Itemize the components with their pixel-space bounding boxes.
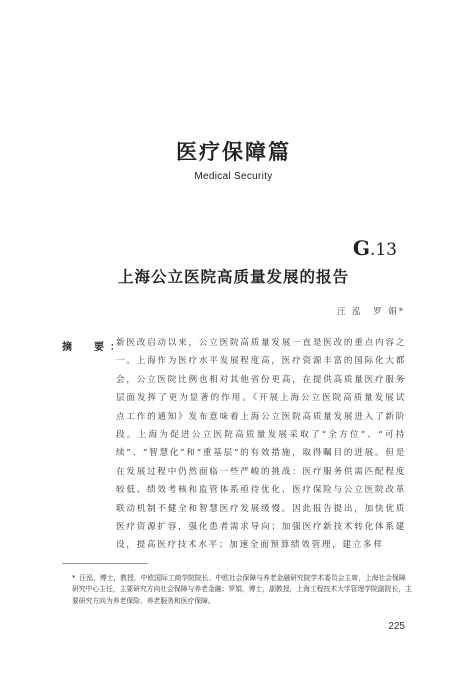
report-title: 上海公立医院高质量发展的报告 bbox=[117, 267, 349, 286]
report-code bbox=[353, 236, 397, 260]
footnote-divider bbox=[62, 563, 148, 564]
section-title: 医疗保障篇 bbox=[176, 139, 291, 164]
report-code-letter: G bbox=[352, 236, 370, 260]
footnote-mark: * bbox=[72, 574, 76, 582]
section-subtitle: Medical Security bbox=[194, 171, 273, 182]
footnote bbox=[72, 573, 412, 607]
authors: 汪 泓 罗 娟* bbox=[336, 307, 405, 317]
report-code-number: .13 bbox=[369, 240, 397, 260]
footnote-text: 汪泓，博士，教授，中欧国际工商学院院长、中欧社会保障与养老金融研究院学术委员会主席，上海社会保障研究中心主任，主要研究方向社会保障与养老金融；罗娟，博士，副教授，上海工程技术大学管理学院副院长，主要研究方向为养老保险、养老服务和医疗保障。 bbox=[72, 574, 412, 605]
abstract-text: 新医改启动以来，公立医院高质量发展一直是医改的重点内容之一。上海作为医疗水平发展程度高，医疗资源丰富的国际化大都会，公立医院比例也相对其他省份更高，在提供高质量医疗服务层面发挥了更为显著的作用。《开展上海公立医院高质量发展试点工作的通知》发布意味着上海公立医院高质量发展进入了新阶段。上海为促进公立医院高质量发展采取了“全方位”、“可持续”、“智慧化”和“重基层”的有效措施，取得瞩目的进展。但是在发展过程中仍然面临一些严峻的挑战：医疗服务供需匹配程度较低、绩效考核和监管体系亟待优化、医疗保险与公立医院改革联动机制不健全和智慧医疗发展缓慢。因此报告提出，加快优质医疗资源扩容，强化患者需求导向；加强医疗新技术转化体系建设，提高医疗技术水平；加速全面预算绩效管理，建立多样 bbox=[116, 338, 406, 551]
page-number: 225 bbox=[388, 621, 405, 632]
abstract-label: 摘 要： bbox=[62, 342, 126, 353]
